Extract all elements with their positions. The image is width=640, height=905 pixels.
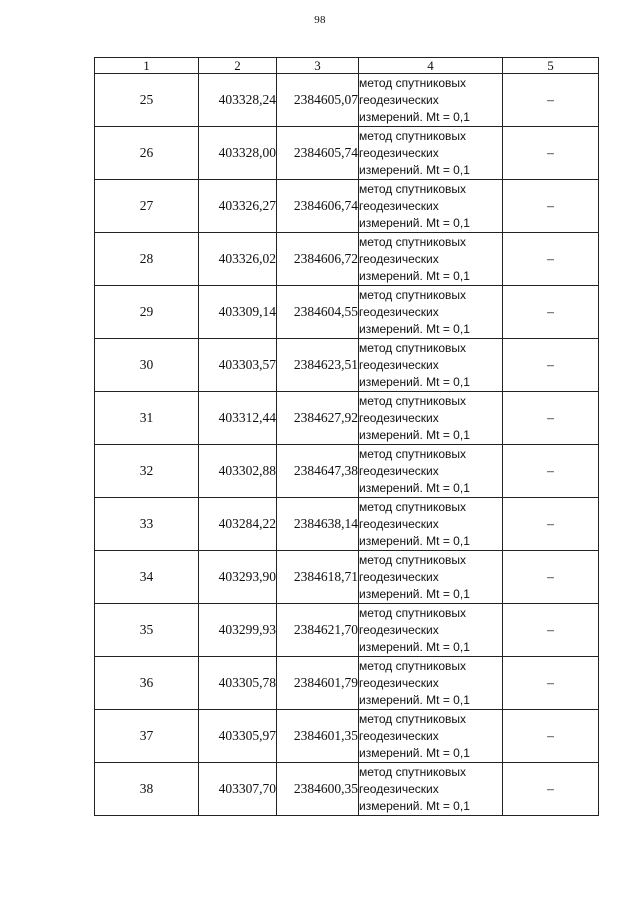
column-5-value: – (503, 763, 599, 816)
coord-x: 403302,88 (199, 445, 277, 498)
table-header-row (95, 58, 599, 74)
method-line-1: метод спутниковых (359, 287, 467, 302)
table-row (95, 127, 599, 180)
point-number: 29 (95, 286, 199, 339)
column-5-value: – (503, 286, 599, 339)
method-line-1: метод спутниковых (359, 181, 467, 196)
coord-x: 403284,22 (199, 498, 277, 551)
method-line-2: геодезических (359, 92, 439, 107)
method-line-2: геодезических (359, 622, 439, 637)
column-header-4: 4 (359, 58, 503, 74)
method-line-1: метод спутниковых (359, 499, 467, 514)
column-5-value: – (503, 74, 599, 127)
method-line-2: геодезических (359, 198, 439, 213)
method-cell (359, 445, 503, 498)
point-number: 37 (95, 710, 199, 763)
method-line-1: метод спутниковых (359, 552, 467, 567)
coord-y: 2384601,35 (277, 710, 359, 763)
coord-y: 2384606,74 (277, 180, 359, 233)
method-cell (359, 657, 503, 710)
coord-x: 403309,14 (199, 286, 277, 339)
coordinates-table (94, 57, 599, 816)
column-header-3: 3 (277, 58, 359, 74)
method-cell (359, 127, 503, 180)
table-row (95, 604, 599, 657)
coord-y: 2384605,74 (277, 127, 359, 180)
table-row (95, 286, 599, 339)
method-line-2: геодезических (359, 516, 439, 531)
coord-y: 2384638,14 (277, 498, 359, 551)
table-row (95, 445, 599, 498)
column-5-value: – (503, 339, 599, 392)
method-line-1: метод спутниковых (359, 75, 467, 90)
coord-x: 403305,78 (199, 657, 277, 710)
point-number: 30 (95, 339, 199, 392)
method-line-1: метод спутниковых (359, 128, 467, 143)
method-cell (359, 551, 503, 604)
method-line-1: метод спутниковых (359, 711, 467, 726)
table-row (95, 498, 599, 551)
column-header-1: 1 (95, 58, 199, 74)
column-header-5: 5 (503, 58, 599, 74)
coord-y: 2384627,92 (277, 392, 359, 445)
coord-x: 403326,27 (199, 180, 277, 233)
column-header-2: 2 (199, 58, 277, 74)
method-line-2: геодезических (359, 675, 439, 690)
method-line-3: измерений. Mt = 0,1 (359, 639, 470, 654)
coord-y: 2384601,79 (277, 657, 359, 710)
method-line-2: геодезических (359, 251, 439, 266)
method-line-3: измерений. Mt = 0,1 (359, 586, 470, 601)
coord-x: 403293,90 (199, 551, 277, 604)
method-line-2: геодезических (359, 728, 439, 743)
table-body (95, 74, 599, 816)
coord-x: 403305,97 (199, 710, 277, 763)
column-5-value: – (503, 498, 599, 551)
coord-y: 2384647,38 (277, 445, 359, 498)
coord-x: 403307,70 (199, 763, 277, 816)
method-line-3: измерений. Mt = 0,1 (359, 427, 470, 442)
point-number: 33 (95, 498, 199, 551)
column-5-value: – (503, 392, 599, 445)
method-cell (359, 498, 503, 551)
method-line-3: измерений. Mt = 0,1 (359, 321, 470, 336)
coord-y: 2384600,35 (277, 763, 359, 816)
point-number: 38 (95, 763, 199, 816)
column-5-value: – (503, 233, 599, 286)
column-5-value: – (503, 127, 599, 180)
point-number: 35 (95, 604, 199, 657)
method-line-3: измерений. Mt = 0,1 (359, 798, 470, 813)
method-cell (359, 339, 503, 392)
coord-x: 403328,00 (199, 127, 277, 180)
method-line-3: измерений. Mt = 0,1 (359, 692, 470, 707)
method-cell (359, 763, 503, 816)
method-line-1: метод спутниковых (359, 340, 467, 355)
method-line-2: геодезических (359, 410, 439, 425)
method-line-3: измерений. Mt = 0,1 (359, 109, 470, 124)
method-line-1: метод спутниковых (359, 446, 467, 461)
point-number: 26 (95, 127, 199, 180)
point-number: 25 (95, 74, 199, 127)
coord-y: 2384618,71 (277, 551, 359, 604)
coord-y: 2384604,55 (277, 286, 359, 339)
coord-y: 2384621,70 (277, 604, 359, 657)
method-line-3: измерений. Mt = 0,1 (359, 268, 470, 283)
method-line-3: измерений. Mt = 0,1 (359, 374, 470, 389)
method-line-3: измерений. Mt = 0,1 (359, 745, 470, 760)
method-line-2: геодезических (359, 781, 439, 796)
method-line-1: метод спутниковых (359, 234, 467, 249)
column-5-value: – (503, 551, 599, 604)
coord-x: 403303,57 (199, 339, 277, 392)
method-line-3: измерений. Mt = 0,1 (359, 533, 470, 548)
point-number: 36 (95, 657, 199, 710)
method-line-1: метод спутниковых (359, 764, 467, 779)
table-row (95, 339, 599, 392)
table-row (95, 710, 599, 763)
method-cell (359, 604, 503, 657)
point-number: 28 (95, 233, 199, 286)
column-5-value: – (503, 445, 599, 498)
method-line-1: метод спутниковых (359, 658, 467, 673)
table-row (95, 763, 599, 816)
method-line-2: геодезических (359, 304, 439, 319)
table-row (95, 180, 599, 233)
method-line-2: геодезических (359, 357, 439, 372)
column-5-value: – (503, 710, 599, 763)
coord-x: 403299,93 (199, 604, 277, 657)
column-5-value: – (503, 657, 599, 710)
method-line-3: измерений. Mt = 0,1 (359, 215, 470, 230)
method-cell (359, 286, 503, 339)
column-5-value: – (503, 604, 599, 657)
point-number: 32 (95, 445, 199, 498)
method-line-2: геодезических (359, 463, 439, 478)
table-row (95, 233, 599, 286)
method-line-3: измерений. Mt = 0,1 (359, 162, 470, 177)
method-cell (359, 710, 503, 763)
method-cell (359, 180, 503, 233)
table-row (95, 551, 599, 604)
method-cell (359, 74, 503, 127)
method-line-1: метод спутниковых (359, 393, 467, 408)
method-cell (359, 233, 503, 286)
point-number: 27 (95, 180, 199, 233)
coord-x: 403328,24 (199, 74, 277, 127)
method-line-2: геодезических (359, 145, 439, 160)
coord-y: 2384605,07 (277, 74, 359, 127)
coord-x: 403326,02 (199, 233, 277, 286)
method-cell (359, 392, 503, 445)
table-row (95, 74, 599, 127)
table-row (95, 657, 599, 710)
method-line-2: геодезических (359, 569, 439, 584)
method-line-3: измерений. Mt = 0,1 (359, 480, 470, 495)
point-number: 31 (95, 392, 199, 445)
coord-y: 2384623,51 (277, 339, 359, 392)
coord-y: 2384606,72 (277, 233, 359, 286)
column-5-value: – (503, 180, 599, 233)
table-row (95, 392, 599, 445)
coord-x: 403312,44 (199, 392, 277, 445)
point-number: 34 (95, 551, 199, 604)
method-line-1: метод спутниковых (359, 605, 467, 620)
page-number: 98 (314, 14, 326, 26)
